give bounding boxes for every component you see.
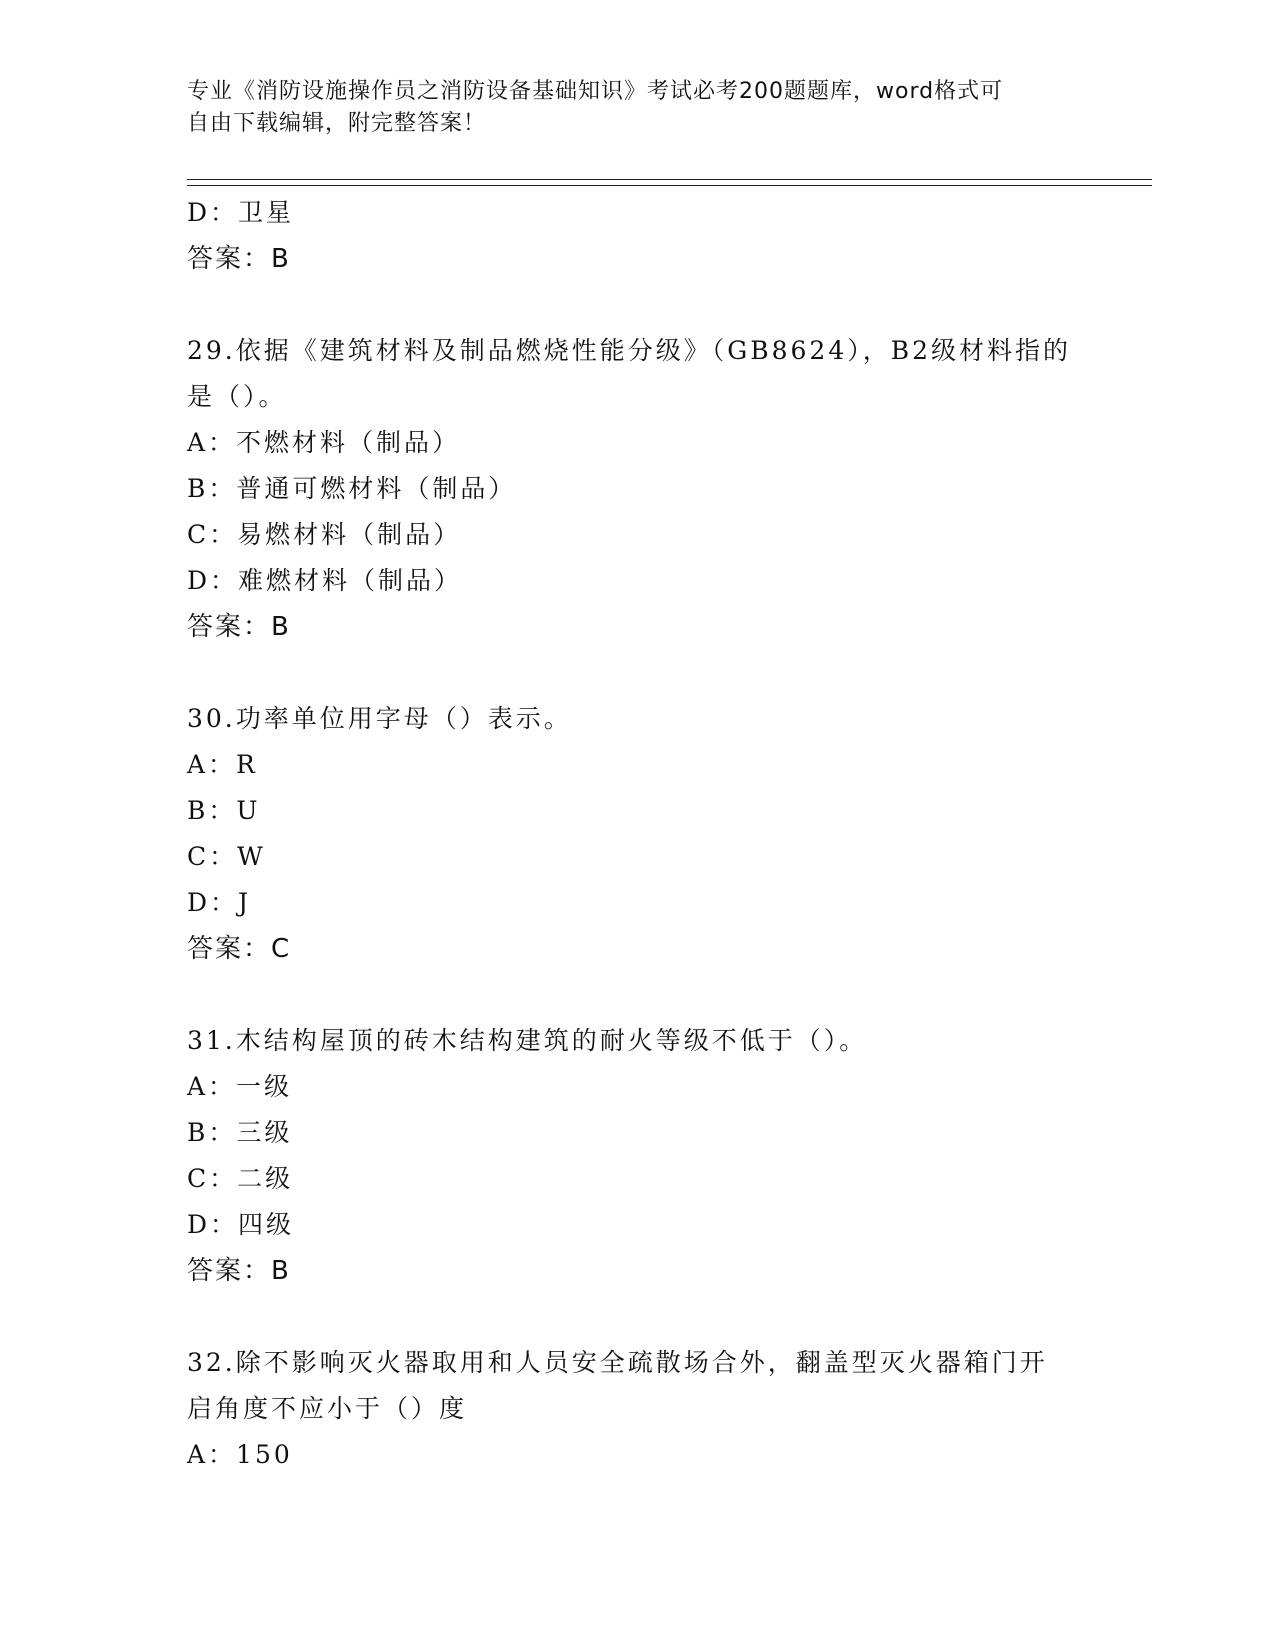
option-a: A：150 bbox=[187, 1440, 293, 1469]
prev-answer: 答案：B bbox=[187, 244, 291, 274]
option-c: C：W bbox=[187, 842, 266, 871]
spacer bbox=[187, 1294, 1147, 1340]
spacer bbox=[187, 282, 1147, 328]
option-a: A：不燃材料（制品） bbox=[187, 428, 461, 457]
answer: 答案：B bbox=[187, 612, 291, 642]
document-header bbox=[187, 76, 1067, 140]
question-31 bbox=[187, 1018, 1147, 1294]
spacer bbox=[187, 972, 1147, 1018]
question-30 bbox=[187, 696, 1147, 972]
option-a: A：R bbox=[187, 750, 258, 779]
question-text-line: 启角度不应小于（）度 bbox=[187, 1394, 468, 1423]
answer: 答案：C bbox=[187, 934, 292, 964]
question-list bbox=[187, 190, 1147, 1478]
option-a: A：一级 bbox=[187, 1072, 293, 1101]
spacer bbox=[187, 650, 1147, 696]
question-text-line: 31.木结构屋顶的砖木结构建筑的耐火等级不低于（）。 bbox=[187, 1026, 868, 1055]
header-divider-bottom bbox=[187, 185, 1152, 186]
header-divider-top bbox=[187, 179, 1152, 180]
prev-option-d: D：卫星 bbox=[187, 198, 295, 227]
option-d: D：J bbox=[187, 888, 252, 917]
option-c: C：二级 bbox=[187, 1164, 294, 1193]
option-b: B：U bbox=[187, 796, 261, 825]
option-d: D：四级 bbox=[187, 1210, 295, 1239]
answer: 答案：B bbox=[187, 1256, 291, 1286]
option-b: B：三级 bbox=[187, 1118, 293, 1147]
option-c: C：易燃材料（制品） bbox=[187, 520, 462, 549]
header-line-2: 自由下载编辑，附完整答案！ bbox=[187, 111, 487, 136]
option-b: B：普通可燃材料（制品） bbox=[187, 474, 517, 503]
question-text-line: 30.功率单位用字母（）表示。 bbox=[187, 704, 572, 733]
question-text-line: 32.除不影响灭火器取用和人员安全疏散场合外，翻盖型灭火器箱门开 bbox=[187, 1348, 1048, 1377]
question-text-line: 29.依据《建筑材料及制品燃烧性能分级》（GB8624），B2级材料指的 bbox=[187, 336, 1072, 365]
question-32 bbox=[187, 1340, 1147, 1478]
question-29 bbox=[187, 328, 1147, 650]
option-d: D：难燃材料（制品） bbox=[187, 566, 463, 595]
question-text-line: 是（）。 bbox=[187, 382, 287, 411]
header-line-1: 专业《消防设施操作员之消防设备基础知识》考试必考200题题库，word格式可 bbox=[187, 79, 1004, 104]
